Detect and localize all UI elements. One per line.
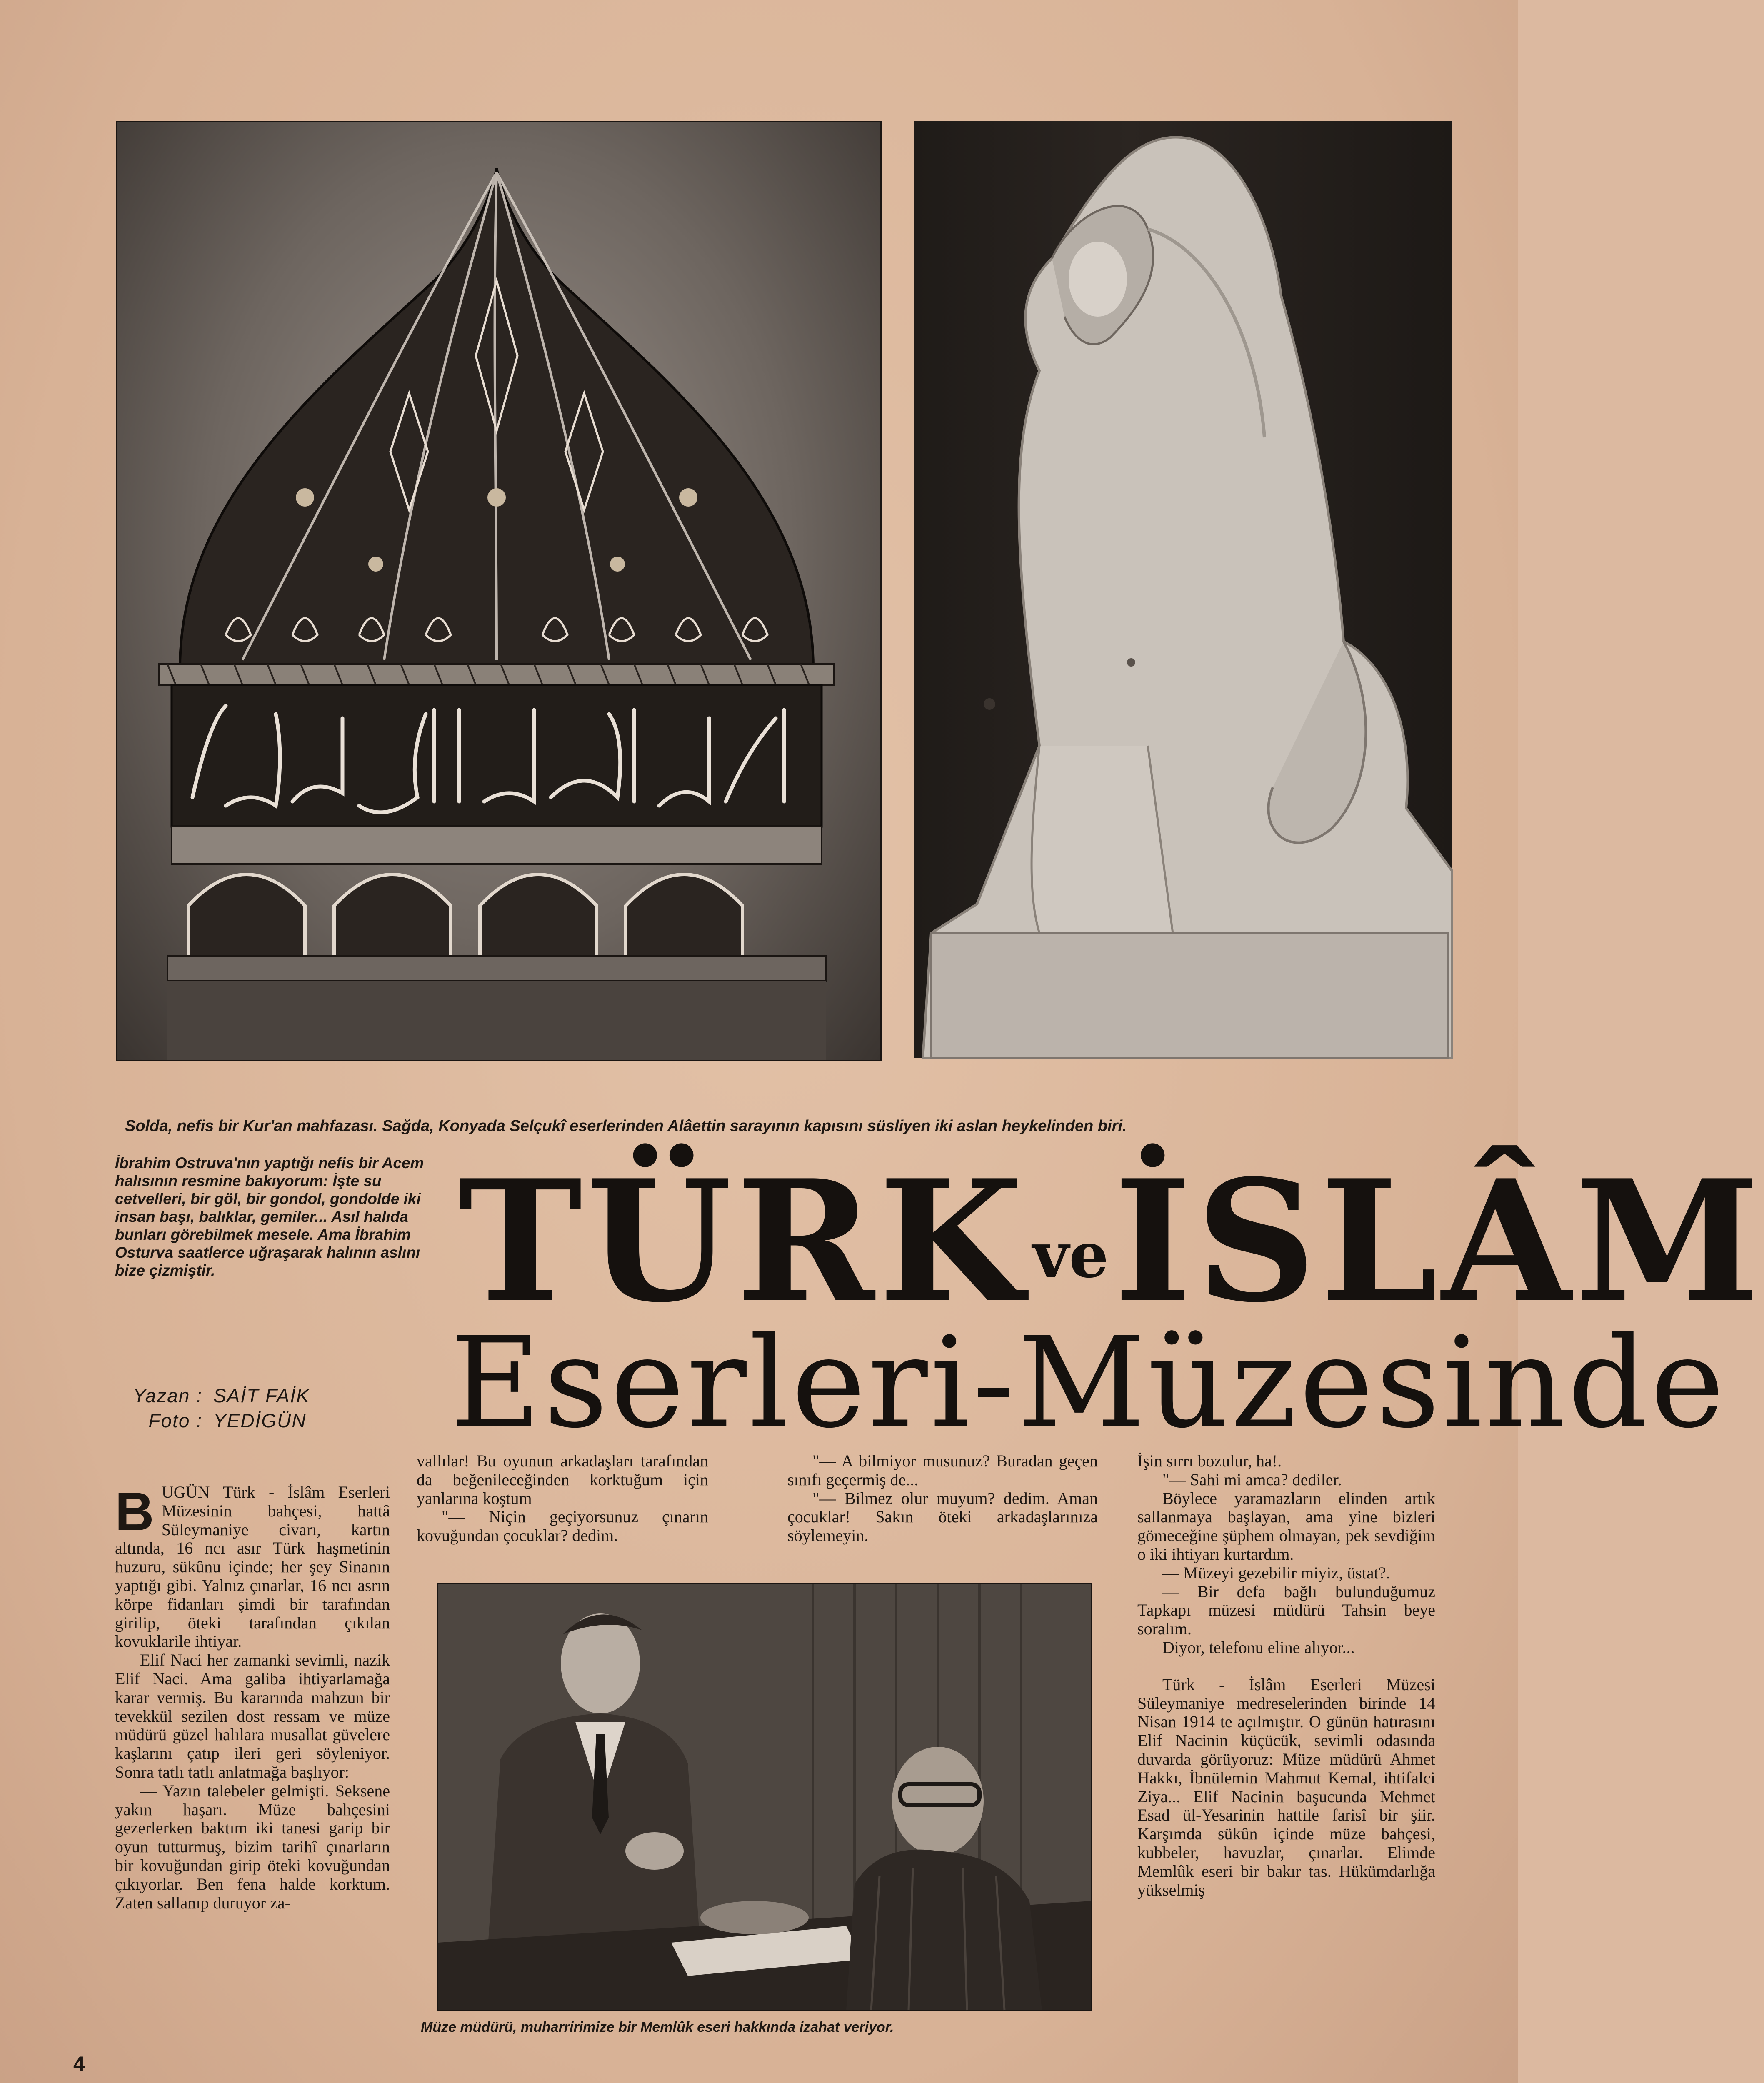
photo-caption-top: Solda, nefis bir Kur'an mahfazası. Sağda, Konyada Selçukî eserlerinden Alâettin sarayının kapısını süsliyen iki aslan heykelinden biri.: [125, 1117, 1127, 1135]
museum-director-photo: [437, 1583, 1092, 2011]
drop-cap: B: [115, 1481, 154, 1542]
article-paragraph: Türk - İslâm Eserleri Müzesi Süleymaniye medreselerinden birinde 14 Nisan 1914 te açılmıştır. O günün hatırasını Elif Nacinin küçücük, sevimli odasında duvarda görüyoruz: Müze müdürü Ahmet Hakkı, İbnülemin Mahmut Kemal, ihtifalci Ziya... Elif Nacinin başucunda Mehmet Esad ül-Yesarinin hattile farisî bir şiir. Karşımda sükûn içinde müze bahçesi, kubbeler, havuzlar, çınarlar. Elimde Memlûk eseri bir bakır tas. Hükümdarlığa yükselmiş: [1137, 1675, 1435, 1899]
article-column-4: [1137, 1452, 1435, 1899]
article-paragraph: İşin sırrı bozulur, ha!.: [1137, 1451, 1282, 1470]
article-paragraph: "— A bilmiyor musunuz? Buradan geçen sınıfı geçermiş de...: [787, 1451, 1098, 1489]
article-paragraph: "— Sahi mi amca? dediler.: [1162, 1470, 1342, 1489]
intro-paragraph: İbrahim Ostruva'nın yaptığı nefis bir Acem halısının resmine bakıyorum: İşte su cetvelleri, bir göl, bir gondol, gondolde iki insan başı, balıklar, gemiler... Asıl halıda bunları görebilmek mesele. Ama İbrahim Osturva saatlerce uğraşarak halının aslını bize çizmiştir.: [115, 1154, 424, 1279]
article-paragraph: Elif Naci her zamanki sevimli, nazik Elif Naci. Ama galiba ihtiyarlamağa karar vermiş. Bu kararında mahzun bir tevekkül sezilen dost ressam ve müze müdürü güzel halılara musallat güvelere kaşlarını çatıp ileri geri söyleniyor. Sonra tatlı tatlı anlatmağa başlıyor:: [115, 1651, 390, 1781]
paragraph-text: UGÜN Türk - İslâm Eserleri Müzesinin bahçesi, hattâ Süleymaniye civarı, kartın altında, 16 ncı asır Türk haşmetinin huzuru, sükûnu içinde; her şey Sinanın yaptığı gibi. Yalnız çınarlar, 16 ncı asrın körpe fidanları şimdi bir tarafından girilip, öteki tarafından çıkılan kovuklarile ihtiyar.: [115, 1483, 390, 1651]
article-column-1: [115, 1483, 390, 1912]
article-paragraph: Diyor, telefonu eline alıyor...: [1162, 1638, 1355, 1657]
quran-case-photo: [116, 121, 882, 1061]
photo-caption-bottom: Müze müdürü, muharririmize bir Memlûk eseri hakkında izahat veriyor.: [421, 2019, 894, 2035]
byline: [115, 1383, 432, 1433]
photographer-name: YEDİGÜN: [213, 1410, 307, 1431]
article-paragraph: "— Bilmez olur muyum? dedim. Aman çocuklar! Sakın öteki arkadaşlarınıza söylemeyin.: [787, 1489, 1098, 1545]
lion-statue-illustration: [914, 121, 1452, 1058]
article-headline: [442, 1144, 1764, 1466]
lion-statue-photo: [914, 121, 1452, 1058]
headline-word-islam: İSLÂM: [1114, 1144, 1764, 1339]
quran-case-illustration: [117, 122, 880, 1060]
article-column-3: [787, 1452, 1098, 1545]
author-name: SAİT FAİK: [213, 1385, 310, 1406]
museum-director-illustration: [438, 1584, 1091, 2010]
photographer-label: Foto :: [148, 1410, 202, 1431]
photographer-line: [115, 1408, 432, 1433]
article-column-2: [417, 1452, 708, 1545]
article-paragraph: — Bir defa bağlı bulunduğumuz Tapkapı müzesi müdürü Tahsin beye soralım.: [1137, 1582, 1435, 1638]
article-paragraph: vallılar! Bu oyunun arkadaşları tarafından da beğenileceğinden korktuğum için yanlarına koştum: [417, 1451, 708, 1508]
headline-word-turk: TÜRK: [458, 1144, 1028, 1339]
page-number: 4: [73, 2052, 85, 2076]
article-paragraph: [115, 1483, 390, 1651]
headline-line-2: Eserleri-Müzesinde: [450, 1310, 1727, 1456]
article-paragraph: — Müzeyi gezebilir miyiz, üstat?.: [1162, 1563, 1390, 1582]
article-paragraph: — Yazın talebeler gelmişti. Seksene yakın haşarı. Müze bahçesini gezerlerken baktım iki tanesi garip bir oyun tutturmuş, bizim tarihî çınarların bir kovuğundan girip öteki kovuğundan çıkıyorlar. Ben fena halde korktum. Zaten sallanıp duruyor za-: [115, 1781, 390, 1912]
author-line: [115, 1383, 432, 1408]
headline-connector: ve: [1032, 1219, 1109, 1292]
article-paragraph: "— Niçin geçiyorsunuz çınarın kovuğundan çocuklar? dedim.: [417, 1507, 708, 1545]
author-label: Yazan :: [133, 1385, 202, 1406]
article-paragraph: Böylece yaramazların elinden artık sallanmaya başlayan, ama yine bizleri gömeceğine şüphem olmayan, pek sevdiğim o iki ihtiyarı kurtardım.: [1137, 1489, 1435, 1563]
